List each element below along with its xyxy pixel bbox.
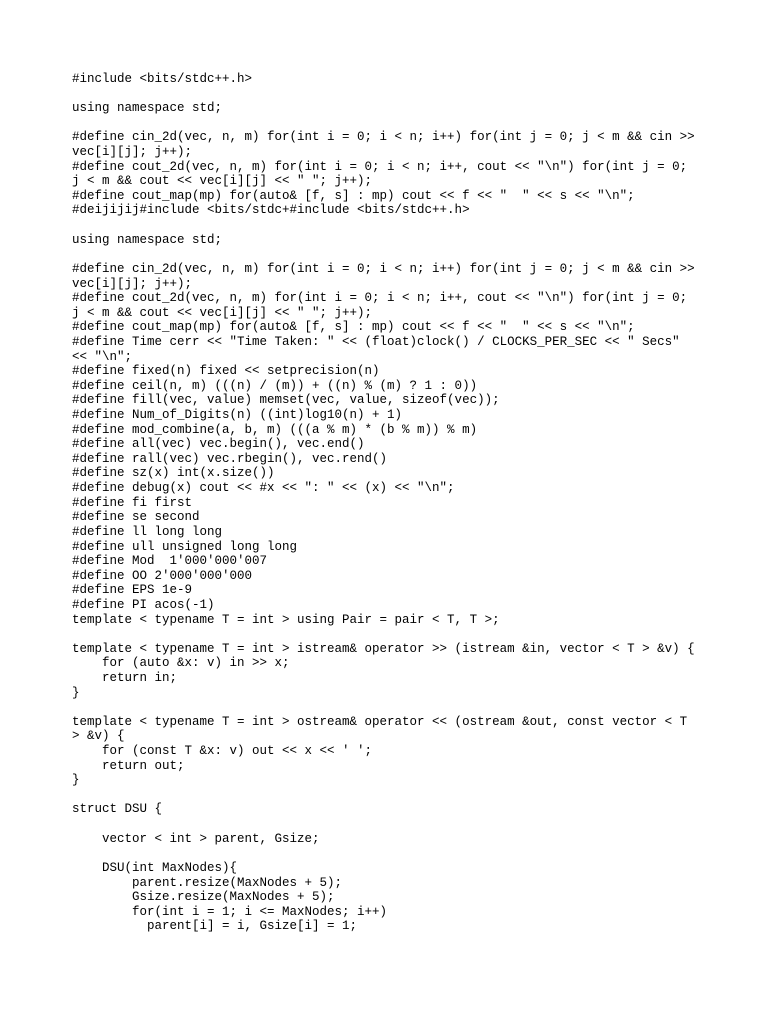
code-line: #define fi first — [72, 495, 193, 510]
code-line: #define cout_map(mp) for(auto& [f, s] : mp) cout << f << " " << s << "\n"; — [72, 320, 635, 335]
code-line: vec[i][j]; j++); — [72, 276, 193, 291]
code-line: template < typename T = int > istream& operator >> (istream &in, vector < T > &v) { — [72, 641, 695, 656]
code-line: } — [72, 685, 80, 700]
code-line: #define mod_combine(a, b, m) (((a % m) * (b % m)) % m) — [72, 422, 478, 437]
code-line: #include <bits/stdc++.h> — [72, 72, 253, 86]
code-line: using namespace std; — [72, 232, 223, 247]
code-line: return in; — [72, 670, 178, 685]
code-line: #define fill(vec, value) memset(vec, value, sizeof(vec)); — [72, 393, 500, 408]
code-line: return out; — [72, 758, 185, 773]
code-line: parent.resize(MaxNodes + 5); — [72, 875, 343, 890]
code-line: #define fixed(n) fixed << setprecision(n) — [72, 364, 380, 379]
code-line: #define OO 2'000'000'000 — [72, 568, 253, 583]
code-line: template < typename T = int > using Pair = pair < T, T >; — [72, 612, 500, 627]
code-line: #define debug(x) cout << #x << ": " << (x) << "\n"; — [72, 481, 455, 496]
code-line: #define PI acos(-1) — [72, 597, 215, 612]
code-line: #define ceil(n, m) (((n) / (m)) + ((n) % (m) ? 1 : 0)) — [72, 378, 478, 393]
code-line: Gsize.resize(MaxNodes + 5); — [72, 890, 335, 905]
code-line: #define sz(x) int(x.size()) — [72, 466, 275, 481]
code-line: vec[i][j]; j++); — [72, 145, 193, 160]
code-line: j < m && cout << vec[i][j] << " "; j++); — [72, 174, 373, 189]
code-line — [72, 700, 712, 715]
code-line: #define all(vec) vec.begin(), vec.end() — [72, 437, 365, 452]
code-line: using namespace std; — [72, 101, 223, 116]
code-line: #define ull unsigned long long — [72, 539, 298, 554]
code-line: for (const T &x: v) out << x << ' '; — [72, 744, 373, 759]
code-line — [72, 116, 712, 131]
code-line: for(int i = 1; i <= MaxNodes; i++) — [72, 904, 388, 919]
code-line: #define EPS 1e-9 — [72, 583, 193, 598]
code-line: #define cin_2d(vec, n, m) for(int i = 0; i < n; i++) for(int j = 0; j < m && cin >> — [72, 130, 695, 145]
code-line: << "\n"; — [72, 349, 133, 364]
code-line: #define rall(vec) vec.rbegin(), vec.rend() — [72, 451, 388, 466]
code-line: vector < int > parent, Gsize; — [72, 831, 320, 846]
code-line: #define Mod 1'000'000'007 — [72, 554, 268, 569]
code-line: #define se second — [72, 510, 200, 525]
code-line: > &v) { — [72, 729, 125, 744]
code-line: #define Time cerr << "Time Taken: " << (float)clock() / CLOCKS_PER_SEC << " Secs" — [72, 334, 680, 349]
code-line: parent[i] = i, Gsize[i] = 1; — [72, 919, 358, 934]
code-line: DSU(int MaxNodes){ — [72, 860, 238, 875]
code-line — [72, 788, 712, 803]
code-line: } — [72, 773, 80, 788]
code-line: for (auto &x: v) in >> x; — [72, 656, 290, 671]
code-line: struct DSU { — [72, 802, 163, 817]
code-line — [72, 247, 712, 262]
code-line: j < m && cout << vec[i][j] << " "; j++); — [72, 305, 373, 320]
code-line: #define cout_map(mp) for(auto& [f, s] : mp) cout << f << " " << s << "\n"; — [72, 188, 635, 203]
code-line: #define ll long long — [72, 524, 223, 539]
code-line: #define cout_2d(vec, n, m) for(int i = 0; i < n; i++, cout << "\n") for(int j = 0; — [72, 291, 688, 306]
code-line: #define cout_2d(vec, n, m) for(int i = 0; i < n; i++, cout << "\n") for(int j = 0; — [72, 159, 688, 174]
code-line — [72, 846, 712, 861]
code-line — [72, 87, 712, 102]
code-line — [72, 817, 712, 832]
code-line: #define cin_2d(vec, n, m) for(int i = 0; i < n; i++) for(int j = 0; j < m && cin >> — [72, 261, 695, 276]
code-line — [72, 627, 712, 642]
code-line: #define Num_of_Digits(n) ((int)log10(n) + 1) — [72, 408, 403, 423]
code-line — [72, 218, 712, 233]
code-line: template < typename T = int > ostream& operator << (ostream &out, const vector < T — [72, 714, 688, 729]
code-line: #deijijij#include <bits/stdc+#include <bits/stdc++.h> — [72, 203, 470, 218]
code-listing — [72, 72, 712, 934]
